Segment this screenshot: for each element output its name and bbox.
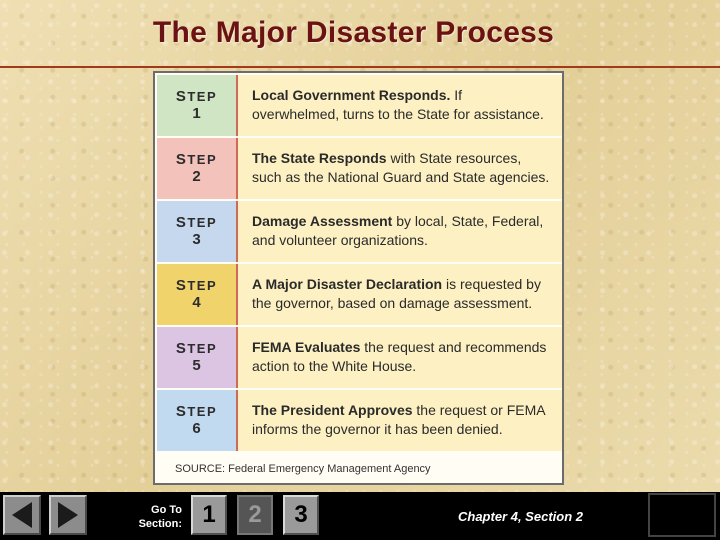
step-word: STEP	[175, 277, 218, 295]
step-row	[157, 264, 562, 327]
step-label	[157, 327, 238, 388]
step-row	[157, 390, 562, 453]
section-1-button[interactable]: 1	[191, 495, 227, 535]
step-number: 6	[192, 420, 201, 437]
section-2-button[interactable]: 2	[237, 495, 273, 535]
corner-box	[648, 493, 716, 537]
step-word: STEP	[175, 151, 218, 169]
step-body: is requested by the governor, based on damage assessment.	[252, 276, 541, 311]
step-description	[238, 327, 562, 388]
step-word: STEP	[175, 403, 218, 421]
step-row	[157, 201, 562, 264]
step-number: 3	[192, 231, 201, 248]
step-number: 5	[192, 357, 201, 374]
section-3-button[interactable]: 3	[283, 495, 319, 535]
step-row	[157, 75, 562, 138]
step-body: with State resources, such as the National Guard and State agencies.	[252, 150, 550, 185]
step-word: STEP	[175, 340, 218, 358]
step-body: If overwhelmed, turns to the State for assistance.	[252, 87, 544, 122]
step-label	[157, 201, 238, 262]
source-note: SOURCE: Federal Emergency Management Agency	[175, 463, 431, 475]
step-description	[238, 75, 562, 136]
next-slide-button[interactable]	[49, 495, 87, 535]
step-heading: Damage Assessment	[252, 213, 393, 229]
step-label	[157, 75, 238, 136]
step-description	[238, 264, 562, 325]
right-arrow-icon	[51, 497, 85, 533]
section-text: Section:	[138, 518, 182, 530]
go-to-text: Go To	[151, 504, 182, 516]
step-heading: The President Approves	[252, 402, 413, 418]
step-word: STEP	[175, 214, 218, 232]
previous-slide-button[interactable]	[3, 495, 41, 535]
footer-bar	[0, 492, 720, 540]
step-body: the request or FEMA informs the governor it has been denied.	[252, 402, 545, 437]
step-body: the request and recommends action to the White House.	[252, 339, 547, 374]
step-body: by local, State, Federal, and volunteer organizations.	[252, 213, 544, 248]
step-word: STEP	[175, 88, 218, 106]
title-divider	[0, 66, 720, 68]
left-arrow-icon	[5, 497, 39, 533]
step-label	[157, 138, 238, 199]
step-heading: The State Responds	[252, 150, 387, 166]
chapter-section-label: Chapter 4, Section 2	[458, 509, 583, 524]
step-description	[238, 390, 562, 451]
step-heading: A Major Disaster Declaration	[252, 276, 443, 292]
step-label	[157, 390, 238, 451]
step-heading: FEMA Evaluates	[252, 339, 361, 355]
step-number: 4	[192, 294, 201, 311]
go-to-section-label	[124, 503, 182, 531]
step-label	[157, 264, 238, 325]
step-list	[157, 75, 562, 453]
step-description	[238, 201, 562, 262]
step-number: 2	[192, 168, 201, 185]
step-description	[238, 138, 562, 199]
step-row	[157, 138, 562, 201]
step-row	[157, 327, 562, 390]
step-heading: Local Government Responds.	[252, 87, 451, 103]
process-chart	[153, 71, 564, 485]
slide-title: The Major Disaster Process	[152, 16, 555, 49]
step-number: 1	[192, 105, 201, 122]
